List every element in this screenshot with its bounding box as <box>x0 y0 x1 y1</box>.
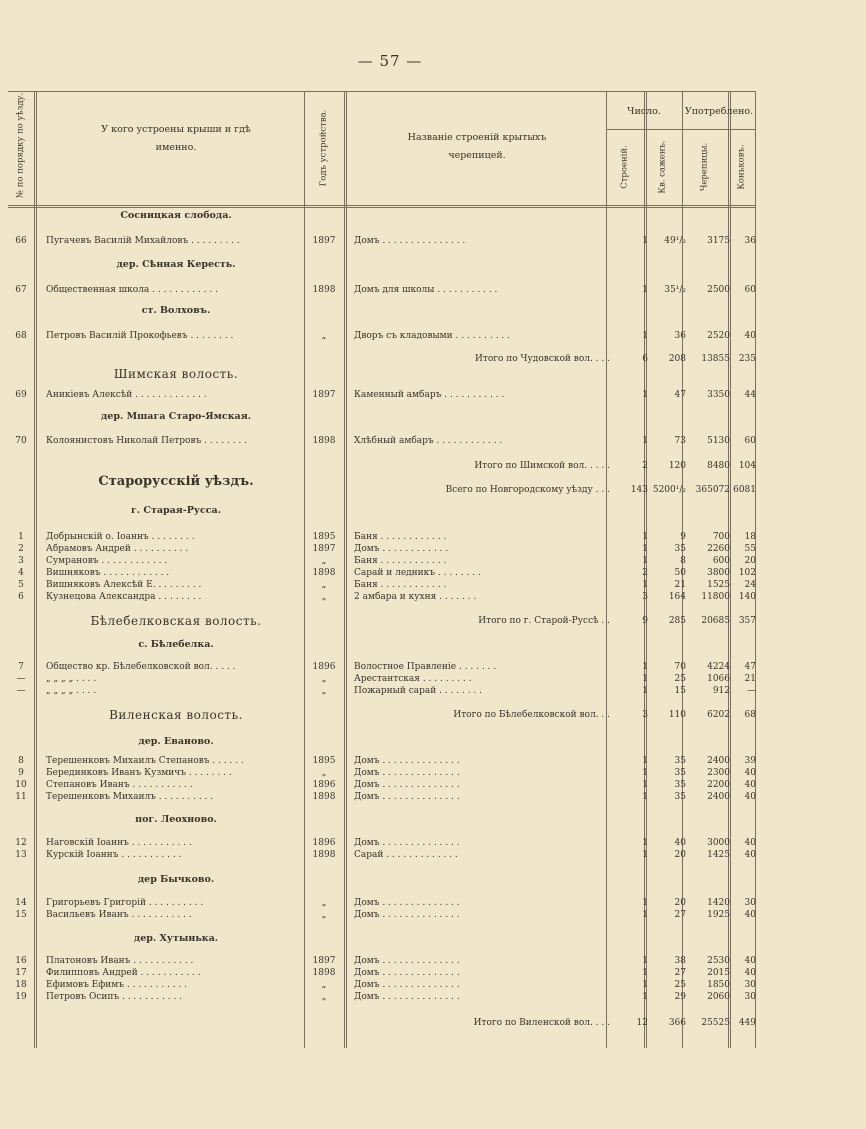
table-row: 68 Петровъ Василій Прокофьевъ . . . . . . . . „ Дворъ съ кладовыми . . . . . . . . . . 1 36 2520 40 <box>15 331 756 341</box>
table-row: 18 Ефимовъ Ефимъ . . . . . . . . . . . „ Домъ . . . . . . . . . . . . . . 1 25 1850 30 <box>15 980 756 990</box>
section-heading: с. Бѣлебелка. <box>138 639 214 650</box>
header-owner: У кого устроены крыши и гдѣ именно. <box>101 124 251 153</box>
table-row: 69 Аникіевъ Алексѣй . . . . . . . . . . . . . 1897 Каменный амбаръ . . . . . . . . . . . 1 47 3350 44 <box>15 390 756 400</box>
header-num: № по порядку по уѣзду. <box>15 92 26 198</box>
table-row: 1 Добрынскій о. Іоаннъ . . . . . . . . 1895 Баня . . . . . . . . . . . . 1 9 700 18 <box>18 532 756 542</box>
table-top-rule <box>8 91 756 92</box>
table-row: 8 Терешенковъ Михаилъ Степановъ . . . . . . 1895 Домъ . . . . . . . . . . . . . . 1 35 2400 39 <box>18 756 756 766</box>
total-row: Итого по Чудовской вол. . . . 6 208 13855 235 <box>475 354 756 364</box>
section-heading: дер Бычково. <box>137 874 215 885</box>
table-row: 9 Берединковъ Иванъ Кузмичъ . . . . . . . . „ Домъ . . . . . . . . . . . . . . 1 35 2300 40 <box>18 768 756 778</box>
section-heading: дер. Сѣнная Кересть. <box>116 259 236 270</box>
table-row: 13 Курскій Іоаннъ . . . . . . . . . . . 1898 Сарай . . . . . . . . . . . . . 1 20 1425 40 <box>15 850 756 860</box>
table-row: 66 Пугачевъ Василій Михайловъ . . . . . . . . . 1897 Домъ . . . . . . . . . . . . . . . 1 49¹/₂ 3175 36 <box>15 236 756 246</box>
header-count-buildings: Строеній. <box>619 145 630 189</box>
table-row: 7 Общество кр. Бѣлебелковской вол. . . . . 1896 Волостное Правленіе . . . . . . . 1 70 4224 47 <box>18 662 756 672</box>
table-row: — „ „ „ „ . . . . „ Пожарный сарай . . . . . . . . 1 15 912 — <box>16 686 756 696</box>
section-heading: дер. Хутынька. <box>133 933 219 944</box>
table-row: 11 Терешенковъ Михаилъ . . . . . . . . . . 1898 Домъ . . . . . . . . . . . . . . 1 35 2400 40 <box>15 792 756 802</box>
table-row: 6 Кузнецова Александра . . . . . . . . „ 2 амбара и кухня . . . . . . . 3 164 11800 140 <box>18 592 756 602</box>
header-bottom-rule <box>8 205 756 208</box>
header-count: Число. <box>627 106 661 117</box>
total-row: Итого по г. Старой-Руссѣ . . 9 285 20685 357 <box>478 616 756 626</box>
table-row: 5 Вишняковъ Алексѣй Е. . . . . . . . . „ Баня . . . . . . . . . . . . 1 21 1525 24 <box>18 580 756 590</box>
header-used: Употреблено. <box>684 106 754 117</box>
total-row: Итого по Бѣлебелковской вол. . . 3 110 6202 68 <box>453 710 756 720</box>
table-row: 10 Степановъ Иванъ . . . . . . . . . . . 1896 Домъ . . . . . . . . . . . . . . 1 35 2200 40 <box>15 780 756 790</box>
table-row: 2 Абрамовъ Андрей . . . . . . . . . . 1897 Домъ . . . . . . . . . . . . 1 35 2260 55 <box>18 544 756 554</box>
section-heading: Шимская волость. <box>113 367 239 381</box>
table-row: 12 Наговскій Іоаннъ . . . . . . . . . . . 1896 Домъ . . . . . . . . . . . . . . 1 40 3000 40 <box>15 838 756 848</box>
section-heading: г. Старая-Русса. <box>130 505 222 516</box>
section-heading: Бѣлебелковская волость. <box>90 614 262 628</box>
table-row: 4 Вишняковъ . . . . . . . . . . . . 1898 Сарай и ледникъ . . . . . . . . 2 50 3800 102 <box>18 568 756 578</box>
table-row: 67 Общественная школа . . . . . . . . . . . . 1898 Домъ для школы . . . . . . . . . . . 1 35¹/₂ 2500 60 <box>15 285 756 295</box>
section-heading: пог. Леохново. <box>135 814 217 825</box>
header-count-area: Кв. саженъ. <box>657 140 668 194</box>
section-heading: ст. Волховъ. <box>141 305 211 316</box>
page-number: — 57 — <box>357 52 423 70</box>
table-row: 17 Филипповъ Андрей . . . . . . . . . . . 1898 Домъ . . . . . . . . . . . . . . 1 27 2015 40 <box>15 968 756 978</box>
table-row: 16 Платоновъ Иванъ . . . . . . . . . . . 1897 Домъ . . . . . . . . . . . . . . 1 38 2530 40 <box>15 956 756 966</box>
table-row: 70 Колоянистовъ Николай Петровъ . . . . . . . . 1898 Хлѣбный амбаръ . . . . . . . . . . . . 1 73 5130 60 <box>15 436 756 446</box>
header-year: Годъ устройства. <box>318 109 329 187</box>
total-row: Итого по Шимской вол. . . . . 2 120 8480 104 <box>474 461 756 471</box>
table-row: 15 Васильевъ Иванъ . . . . . . . . . . . „ Домъ . . . . . . . . . . . . . . 1 27 1925 40 <box>15 910 756 920</box>
table-row: 3 Сумрановъ . . . . . . . . . . . . „ Баня . . . . . . . . . . . . 1 8 600 20 <box>18 556 756 566</box>
statistics-table <box>8 91 756 1048</box>
table-row: 14 Григорьевъ Григорій . . . . . . . . . . „ Домъ . . . . . . . . . . . . . . 1 20 1420 30 <box>15 898 756 908</box>
table-row: — „ „ „ „ . . . . „ Арестантская . . . . . . . . . 1 25 1066 21 <box>16 674 756 684</box>
section-heading: дер. Еваново. <box>138 736 214 747</box>
subheader-rule <box>606 129 756 130</box>
section-heading: Сосницкая слобода. <box>120 210 232 221</box>
section-heading: Старорусскій уѣздъ. <box>98 474 254 489</box>
total-row: Итого по Виленской вол. . . . 12 366 25525 449 <box>473 1018 756 1028</box>
section-heading: дер. Мшага Старо-Ямская. <box>100 411 252 422</box>
table-row: 19 Петровъ Осипъ . . . . . . . . . . . „ Домъ . . . . . . . . . . . . . . 1 29 2060 30 <box>15 992 756 1002</box>
header-building: Названіе строеній крытыхъ черепицей. <box>407 132 547 161</box>
header-used-tiles: Черепицы. <box>699 142 710 192</box>
section-heading: Виленская волость. <box>109 708 243 722</box>
header-used-ridges: Коньковъ. <box>736 144 747 190</box>
total-row: Всего по Новгородскому уѣзду . . . 143 5200¹/₂ 365072 6081 <box>445 485 756 495</box>
